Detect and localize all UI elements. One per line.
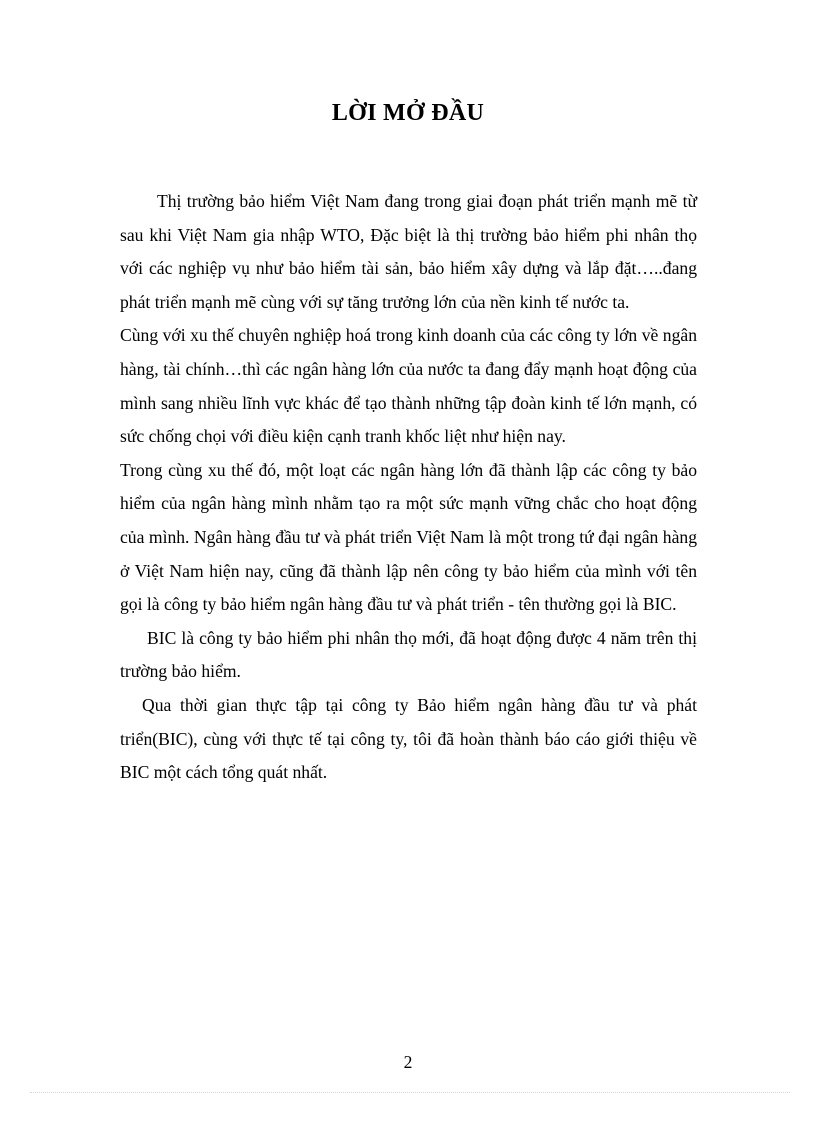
paragraph-internship: Qua thời gian thực tập tại công ty Bảo hiểm ngân hàng đầu tư và phát triển(BIC), cùng với thực tế tại công ty, tôi đã hoàn thành báo cáo giới thiệu về BIC một cách tổng quát nhất. [120, 694, 697, 783]
paragraph-trend: Cùng với xu thế chuyên nghiệp hoá trong kinh doanh của các công ty lớn về ngân hàng, tài chính…thì các ngân hàng lớn của nước ta đang đẩy mạnh hoạt động của mình sang nhiều lĩnh vực khác để tạo thành những tập đoàn kinh tế lớn mạnh, có sức chống chọi với điều kiện cạnh tranh khốc liệt như hiện nay. [120, 325, 697, 447]
page-title: LỜI MỞ ĐẦU [331, 100, 485, 126]
footer-divider [30, 1092, 790, 1093]
paragraph-intro: Thị trường bảo hiểm Việt Nam đang trong giai đoạn phát triển mạnh mẽ từ sau khi Việt Nam gia nhập WTO, Đặc biệt là thị trường bảo hiểm phi nhân thọ với các nghiệp vụ như bảo hiểm tài sản, bảo hiểm xây dựng và lắp đặt…..đang phát triển mạnh mẽ cùng với sự tăng trưởng lớn của nền kinh tế nước ta. [120, 191, 697, 312]
body-text [120, 185, 697, 790]
paragraph-bic-founding: Trong cùng xu thế đó, một loạt các ngân hàng lớn đã thành lập các công ty bảo hiểm của ngân hàng mình nhằm tạo ra một sức mạnh vững chắc cho hoạt động của mình. Ngân hàng đầu tư và phát triển Việt Nam là một trong tứ đại ngân hàng ở Việt Nam hiện nay, cũng đã thành lập nên công ty bảo hiểm của mình với tên gọi là công ty bảo hiểm ngân hàng đầu tư và phát triển - tên thường gọi là BIC. [120, 459, 697, 615]
paragraph-bic-summary: BIC là công ty bảo hiểm phi nhân thọ mới, đã hoạt động được 4 năm trên thị trường bảo hiểm. [120, 627, 697, 682]
page-number: 2 [403, 1052, 413, 1072]
